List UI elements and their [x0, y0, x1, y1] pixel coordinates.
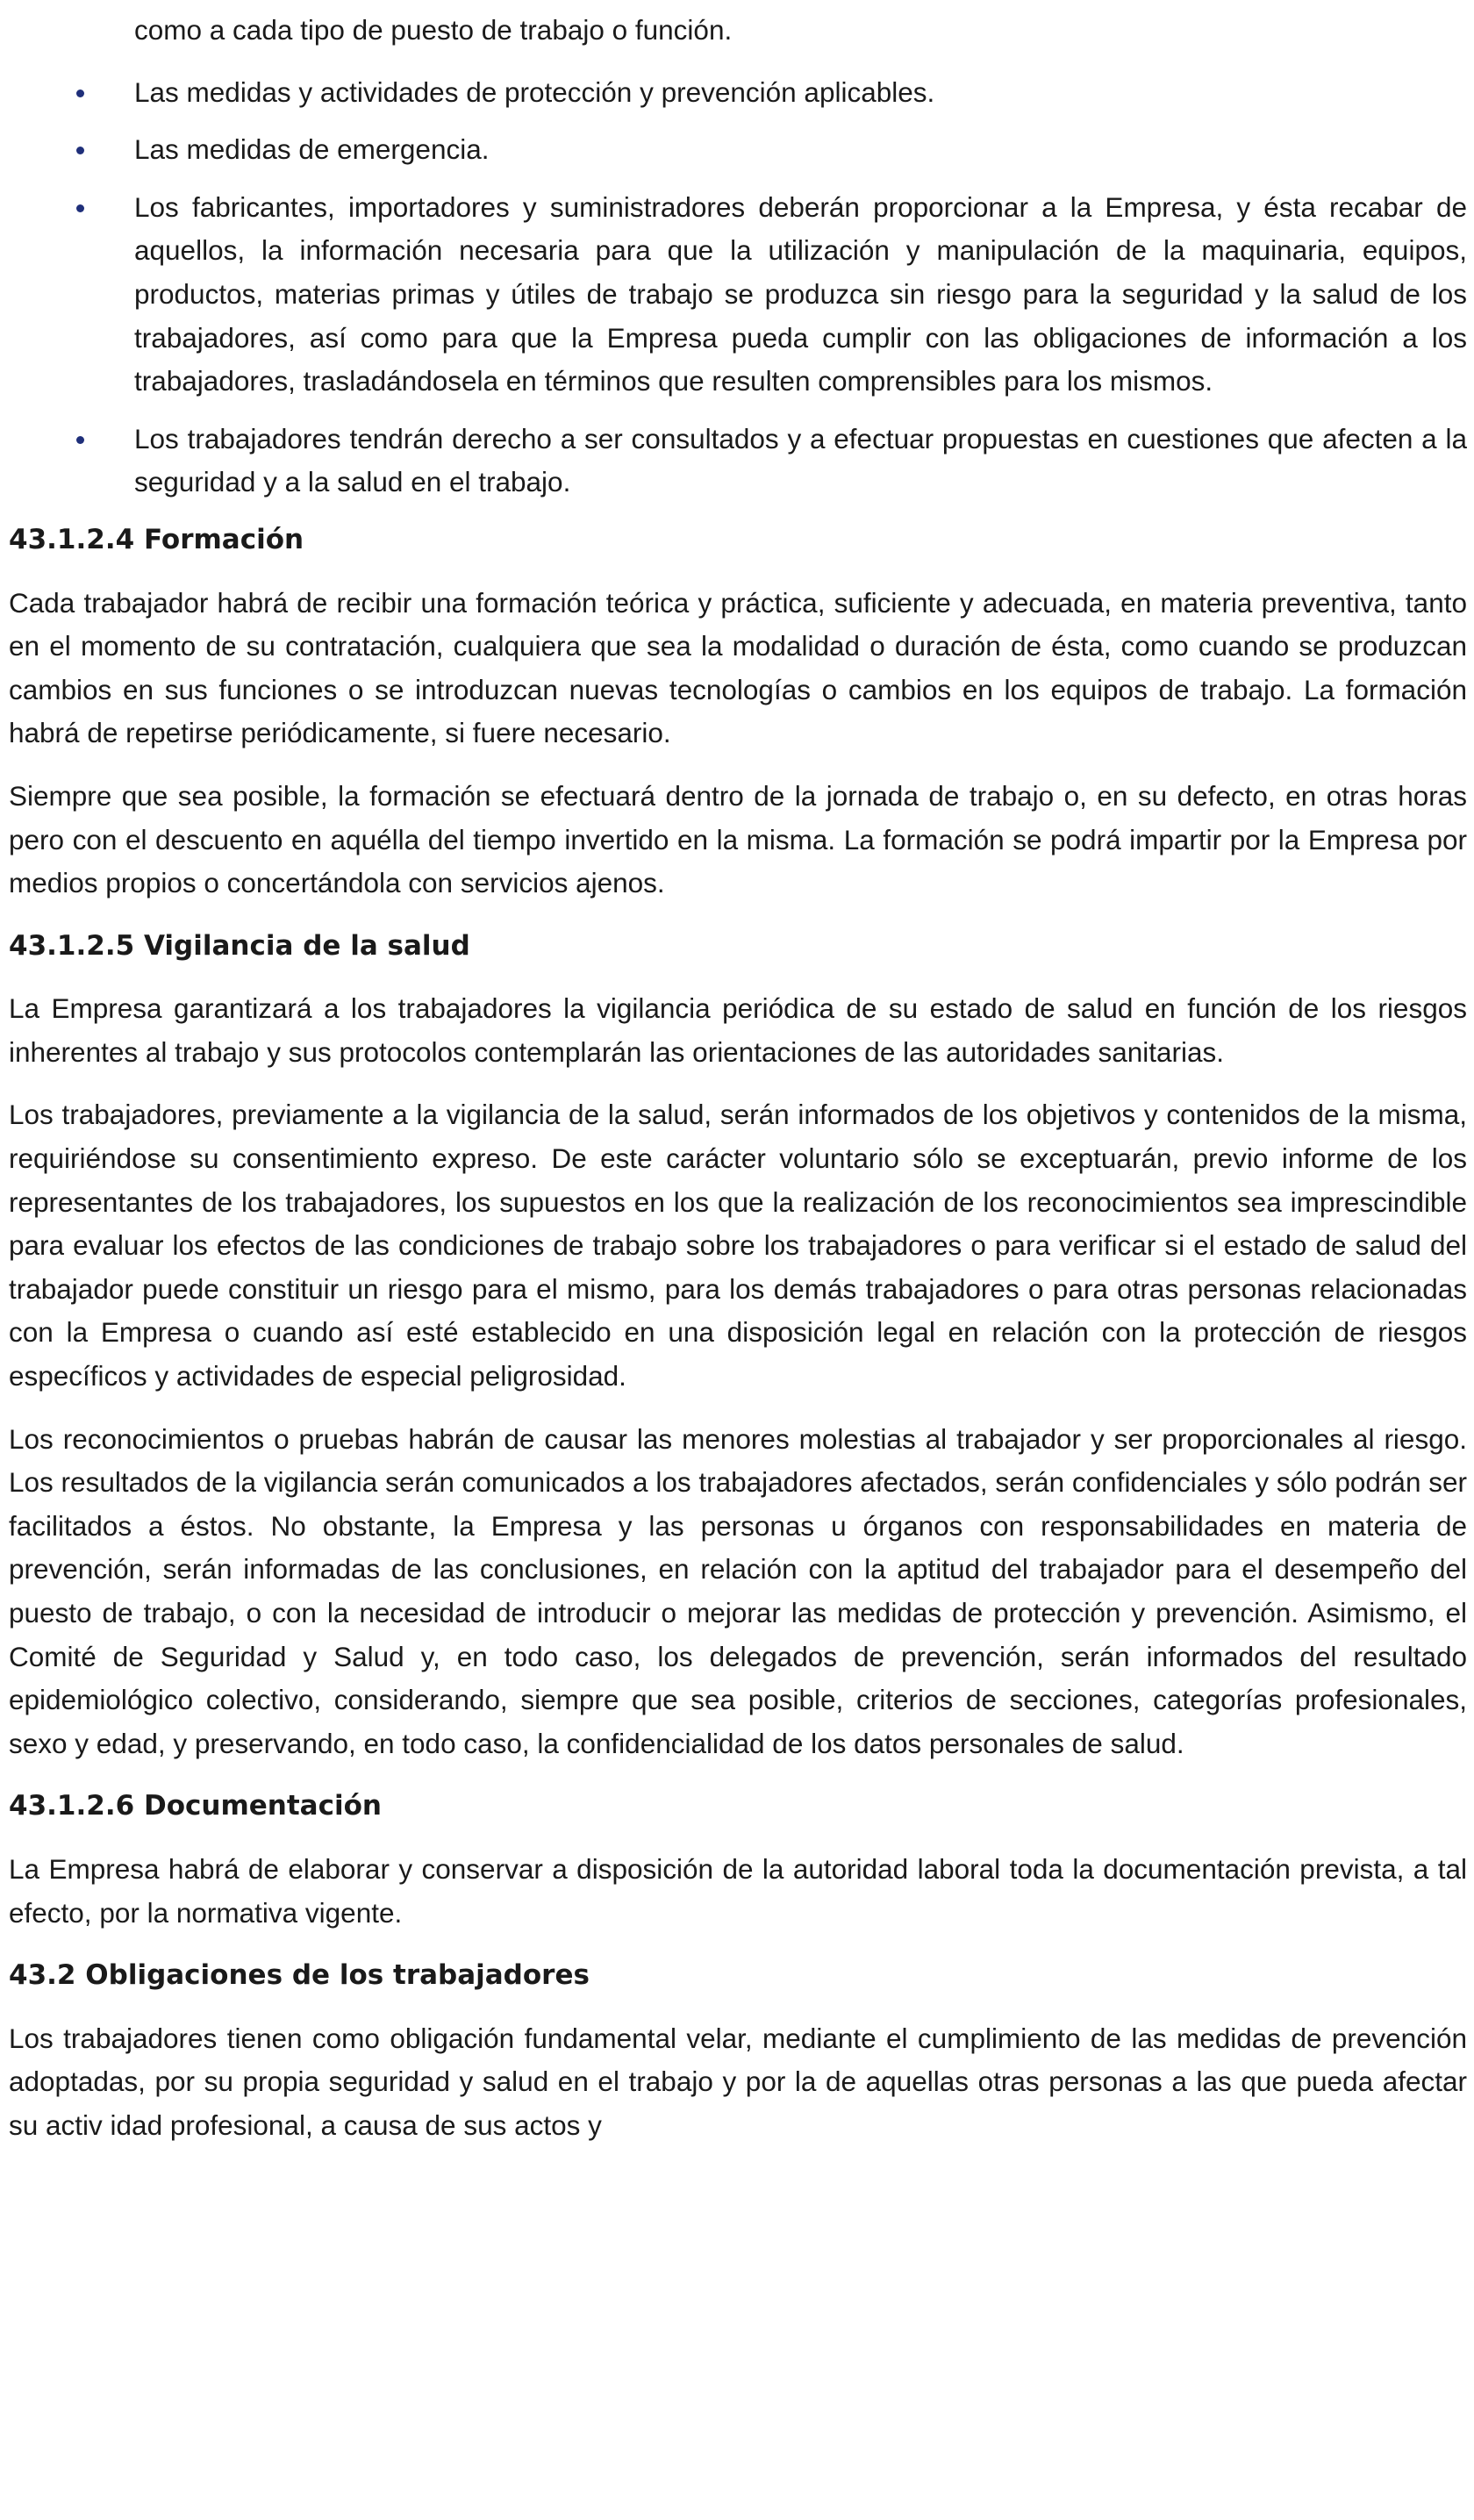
section-heading: 43.1.2.4 Formación [9, 523, 304, 555]
section-formacion [9, 519, 1467, 906]
section-heading: 43.1.2.6 Documentación [9, 1790, 382, 1822]
list-item-text: Las medidas y actividades de protección y prevención aplicables. [134, 75, 935, 108]
paragraph: La Empresa garantizará a los trabajadores la vigilancia periódica de su estado de salud en función de los riesgos inherentes al trabajo y sus protocolos contemplarán las orientaciones de las autoridades sanitarias. [9, 992, 1467, 1068]
bullet-icon [76, 147, 84, 154]
list-item [134, 186, 1467, 404]
list-item-text: Las medidas de emergencia. [134, 133, 490, 166]
bullet-icon [76, 436, 84, 444]
list-item-text: como a cada tipo de puesto de trabajo o función. [134, 14, 733, 46]
section-obligaciones-trabajadores [9, 1954, 1467, 2147]
section-vigilancia-salud [9, 925, 1467, 1766]
list-item-text: Los trabajadores tendrán derecho a ser consultados y a efectuar propuestas en cuestiones que afecten a la seguridad y a la salud en el trabajo. [134, 422, 1467, 498]
list-item [134, 128, 1467, 172]
document-body [9, 9, 1467, 2148]
information-bullet-list [9, 9, 1467, 505]
paragraph: Cada trabajador habrá de recibir una formación teórica y práctica, suficiente y adecuada, en materia preventiva, tanto en el momento de su contratación, cualquiera que sea la modalidad o duración de ésta, como cuando se produzcan cambios en sus funciones o se introduzcan nuevas tecnologías o cambios en los equipos de trabajo. La formación habrá de repetirse periódicamente, si fuere necesario. [9, 586, 1467, 749]
paragraph: Los reconocimientos o pruebas habrán de causar las menores molestias al trabajador y ser proporcionales al riesgo. Los resultados de la vigilancia serán comunicados a los trabajadores afectados, serán confidenciales y sólo podrán ser facilitados a éstos. No obstante, la Empresa y las personas u órganos con responsabilidades en materia de prevención, serán informadas de las conclusiones, en relación con la aptitud del trabajador para el desempeño del puesto de trabajo, o con la necesidad de introducir o mejorar las medidas de protección y prevención. Asimismo, el Comité de Seguridad y Salud y, en todo caso, los delegados de prevención, serán informados del resultado epidemiológico colectivo, considerando, siempre que sea posible, criterios de secciones, categorías profesionales, sexo y edad, y preservando, en todo caso, la confidencialidad de los datos personales de salud. [9, 1422, 1467, 1759]
paragraph: Siempre que sea posible, la formación se efectuará dentro de la jornada de trabajo o, en su defecto, en otras horas pero con el descuento en aquélla del tiempo invertido en la misma. La formación se podrá impartir por la Empresa por medios propios o concertándola con servicios ajenos. [9, 779, 1467, 899]
bullet-icon [76, 89, 84, 97]
paragraph: Los trabajadores, previamente a la vigilancia de la salud, serán informados de los objetivos y contenidos de la misma, requiriéndose su consentimiento expreso. De este carácter voluntario sólo se exceptuarán, previo informe de los representantes de los trabajadores, los supuestos en los que la realización de los reconocimientos sea imprescindible para evaluar los efectos de las condiciones de trabajo sobre los trabajadores o para verificar si el estado de salud del trabajador puede constituir un riesgo para el mismo, para los demás trabajadores o para otras personas relacionadas con la Empresa o cuando así esté establecido en una disposición legal en relación con la protección de riesgos específicos y actividades de especial peligrosidad. [9, 1099, 1467, 1392]
list-item-text: Los fabricantes, importadores y suministradores deberán proporcionar a la Empresa, y ésta recabar de aquellos, la información necesaria para que la utilización y manipulación de la maquinaria, equipos, productos, materias primas y útiles de trabajo se produzca sin riesgo para la seguridad y la salud de los trabajadores, así como para que la Empresa pueda cumplir con las obligaciones de información a los trabajadores, trasladándosela en términos que resulten comprensibles para los mismos. [134, 190, 1467, 397]
list-item [134, 71, 1467, 115]
section-documentacion [9, 1785, 1467, 1935]
paragraph: Los trabajadores tienen como obligación fundamental velar, mediante el cumplimiento de las medidas de prevención adoptadas, por su propia seguridad y salud en el trabajo y por la de aquellas otras personas a las que pueda afectar su activ idad profesional, a causa de sus actos y [9, 2022, 1467, 2141]
list-item-continuation [134, 9, 1467, 53]
section-heading: 43.2 Obligaciones de los trabajadores [9, 1959, 590, 1992]
list-item [134, 418, 1467, 505]
bullet-icon [76, 204, 84, 212]
paragraph: La Empresa habrá de elaborar y conservar a disposición de la autoridad laboral toda la documentación prevista, a tal efecto, por la normativa vigente. [9, 1852, 1467, 1929]
section-heading: 43.1.2.5 Vigilancia de la salud [9, 929, 470, 962]
